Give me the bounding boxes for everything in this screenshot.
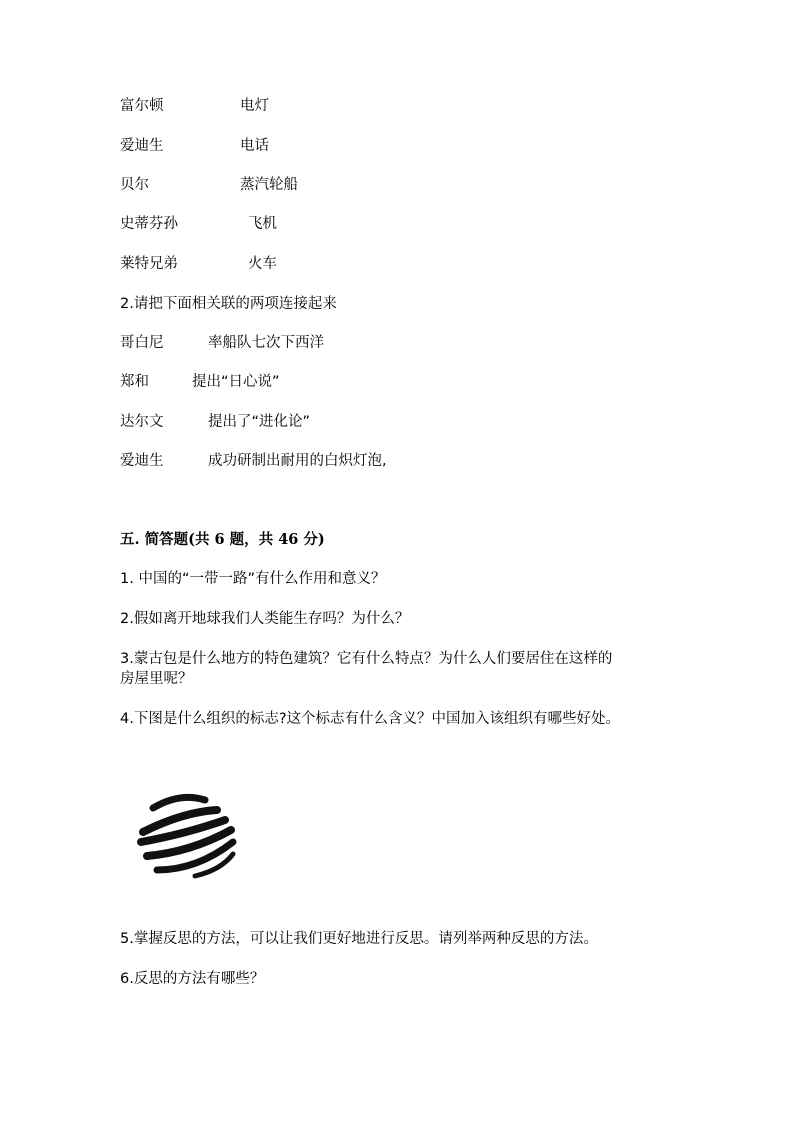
match1-row xyxy=(120,214,277,234)
question: 3.蒙古包是什么地方的特色建筑？它有什么特点？为什么人们要居住在这样的 xyxy=(120,651,613,667)
match1-left: 富尔顿 xyxy=(120,98,164,114)
match2-right: 率船队七次下西洋 xyxy=(208,335,324,351)
question-continuation: 房屋里呢？ xyxy=(120,671,193,687)
match2-left: 郑和 xyxy=(120,374,149,390)
match1-right: 飞机 xyxy=(248,216,277,232)
match1-row xyxy=(120,254,277,274)
match2-row xyxy=(120,333,324,353)
match2-row xyxy=(120,412,310,432)
match1-left: 贝尔 xyxy=(120,177,149,193)
match2-row xyxy=(120,372,280,392)
match1-left: 爱迪生 xyxy=(120,138,164,154)
section-title: 五. 简答题(共 6 题，共 46 分) xyxy=(120,531,325,548)
match2-row xyxy=(120,451,387,471)
match1-left: 莱特兄弟 xyxy=(120,256,178,272)
match1-left: 史蒂芬孙 xyxy=(120,216,178,232)
wto-logo-icon xyxy=(135,790,245,890)
match1-right: 蒸汽轮船 xyxy=(240,177,298,193)
match1-right: 电灯 xyxy=(240,98,269,114)
q2-title: 2.请把下面相关联的两项连接起来 xyxy=(120,296,337,312)
match2-right: 成功研制出耐用的白炽灯泡, xyxy=(208,453,387,469)
match2-right: 提出了“进化论” xyxy=(208,414,311,430)
match2-left: 爱迪生 xyxy=(120,453,164,469)
question: 5.掌握反思的方法，可以让我们更好地进行反思。请列举两种反思的方法。 xyxy=(120,931,598,947)
question: 2.假如离开地球我们人类能生存吗？为什么？ xyxy=(120,611,410,627)
match2-right: 提出“日心说” xyxy=(192,374,280,390)
match1-row xyxy=(120,96,269,116)
question: 1. 中国的“一带一路”有什么作用和意义？ xyxy=(120,571,386,587)
match2-left: 达尔文 xyxy=(120,414,164,430)
match1-right: 电话 xyxy=(240,138,269,154)
match2-left: 哥白尼 xyxy=(120,335,164,351)
question: 4.下图是什么组织的标志?这个标志有什么含义？中国加入该组织有哪些好处。 xyxy=(120,711,621,727)
question: 6.反思的方法有哪些？ xyxy=(120,971,265,987)
match1-row xyxy=(120,136,269,156)
match1-right: 火车 xyxy=(248,256,277,272)
match1-row xyxy=(120,175,298,195)
